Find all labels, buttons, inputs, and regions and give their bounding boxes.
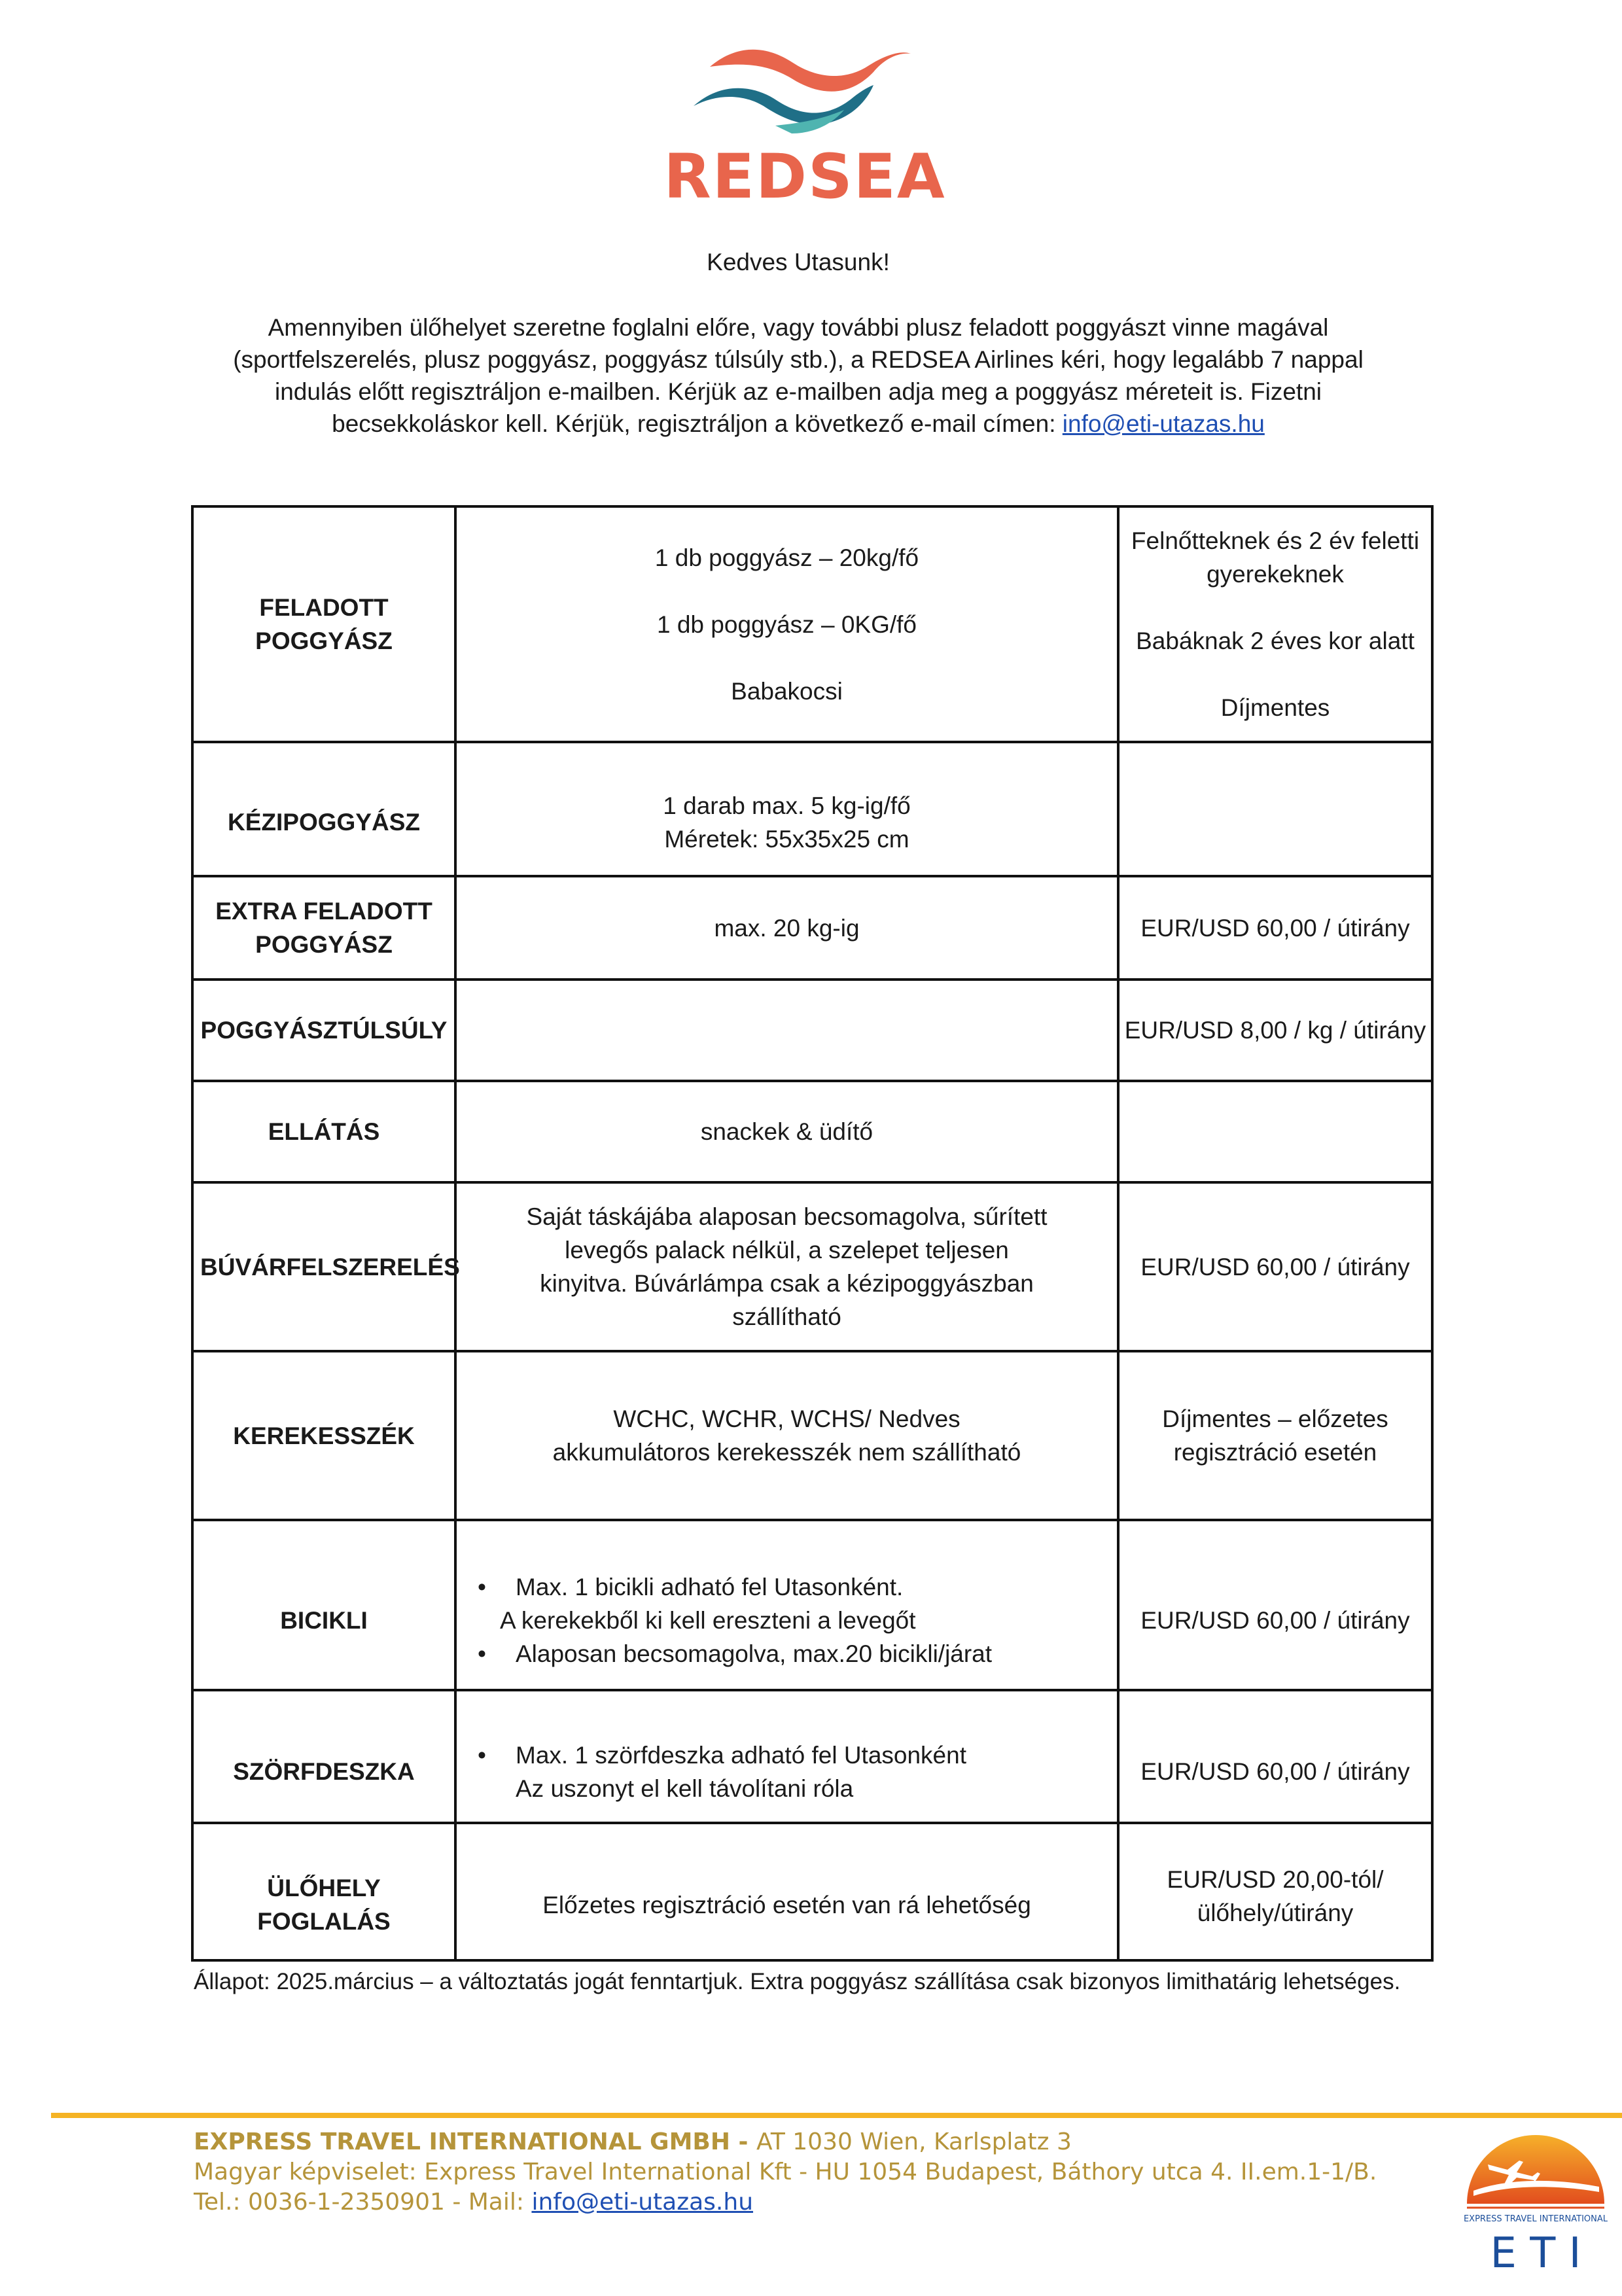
row-label-ulohely: ÜLŐHELY FOGLALÁS xyxy=(192,1823,455,1960)
footer-rule xyxy=(51,2113,1622,2118)
bicikli-price: EUR/USD 60,00 / útirány xyxy=(1118,1520,1432,1690)
ellatas-desc: snackek & üdítő xyxy=(455,1081,1118,1182)
list-item: A kerekekből ki kell ereszteni a levegőt xyxy=(500,1606,916,1634)
ellatas-price xyxy=(1118,1081,1432,1182)
ulohely-desc: Előzetes regisztráció esetén van rá lehetőség xyxy=(455,1823,1118,1960)
bicikli-desc xyxy=(455,1520,1118,1690)
greeting: Kedves Utasunk! xyxy=(707,249,890,275)
list-item: Az uszonyt el kell távolítani róla xyxy=(516,1775,854,1802)
table-row xyxy=(192,1081,1432,1182)
table-row xyxy=(192,1520,1432,1690)
list-item: • Max. 1 szörfdeszka adható fel Utasonként xyxy=(463,1739,1110,1772)
feladott-note2: Babáknak 2 éves kor alatt xyxy=(1136,627,1415,654)
eti-logo xyxy=(1454,2127,1617,2277)
feladott-line2: 1 db poggyász – 0KG/fő xyxy=(657,610,917,638)
szorf-price: EUR/USD 60,00 / útirány xyxy=(1118,1690,1432,1823)
kerekesszek-desc: WCHC, WCHR, WCHS/ Nedves akkumulátoros kerekesszék nem szállítható xyxy=(455,1351,1118,1520)
list-item: • Max. 1 bicikli adható fel Utasonként. xyxy=(463,1570,1110,1604)
kezi-desc xyxy=(455,742,1118,876)
intro-text: Amennyiben ülőhelyet szeretne foglalni előre, vagy további plusz feladott poggyászt vinne magával (sportfelszerelés, plusz poggyász, poggyász túlsúly stb.), a REDSEA Airlines kéri, hogy legalább 7 nappal indulás előtt regisztráljon e-mailben. Kérjük az e-mailben adja meg a poggyász méreteit is. Fizetni becsekkoláskor kell. Kérjük, regisztráljon a következő e-mail címen: xyxy=(233,314,1364,437)
row-label-kezi: KÉZIPOGGYÁSZ xyxy=(192,742,455,876)
table-row xyxy=(192,1351,1432,1520)
feladott-note3: Díjmentes xyxy=(1220,694,1330,721)
table-row xyxy=(192,1690,1432,1823)
buvar-desc: Saját táskájába alaposan becsomagolva, sűrített levegős palack nélkül, a szelepet teljesen kinyitva. Búvárlámpa csak a kézipoggyászban szállítható xyxy=(455,1182,1118,1351)
row-label-buvar: BÚVÁRFELSZERELÉS xyxy=(192,1182,455,1351)
row-label-extra: EXTRA FELADOTT POGGYÁSZ xyxy=(192,876,455,980)
kezi-price xyxy=(1118,742,1432,876)
szorf-desc xyxy=(455,1690,1118,1823)
feladott-note1: Felnőtteknek és 2 év feletti gyerekeknek xyxy=(1131,527,1420,588)
table-row xyxy=(192,506,1432,742)
table-row xyxy=(192,1823,1432,1960)
tulsuly-desc xyxy=(455,980,1118,1081)
table-row xyxy=(192,742,1432,876)
eti-letters: E T I xyxy=(1490,2229,1581,2277)
feladott-notes xyxy=(1118,506,1432,742)
row-label-szorf: SZÖRFDESZKA xyxy=(192,1690,455,1823)
row-label-feladott: FELADOTT POGGYÁSZ xyxy=(192,506,455,742)
ulohely-price: EUR/USD 20,00-tól/ülőhely/útirány xyxy=(1118,1823,1432,1960)
bicikli-list xyxy=(463,1570,1110,1670)
row-label-kerekesszek: KEREKESSZÉK xyxy=(192,1351,455,1520)
logo-text: REDSEA xyxy=(663,141,946,213)
table-row xyxy=(192,1182,1432,1351)
extra-desc: max. 20 kg-ig xyxy=(455,876,1118,980)
footer-line-contact xyxy=(194,2187,1424,2217)
list-item: • Alaposan becsomagolva, max.20 bicikli/járat xyxy=(463,1637,1110,1670)
kerekesszek-price: Díjmentes – előzetes regisztráció esetén xyxy=(1118,1351,1432,1520)
extra-price: EUR/USD 60,00 / útirány xyxy=(1118,876,1432,980)
intro-paragraph xyxy=(196,311,1400,440)
footer-address: AT 1030 Wien, Karlsplatz 3 xyxy=(756,2128,1072,2155)
kezi-line2: Méretek: 55x35x25 cm xyxy=(664,825,909,853)
redsea-logo xyxy=(648,26,962,222)
feladott-line1: 1 db poggyász – 20kg/fő xyxy=(654,544,919,571)
row-label-bicikli: BICIKLI xyxy=(192,1520,455,1690)
intro-email-link[interactable]: info@eti-utazas.hu xyxy=(1062,410,1265,437)
szorf-list xyxy=(463,1739,1110,1805)
buvar-price: EUR/USD 60,00 / útirány xyxy=(1118,1182,1432,1351)
eti-caption: EXPRESS TRAVEL INTERNATIONAL xyxy=(1463,2214,1608,2224)
footer-email-link[interactable]: info@eti-utazas.hu xyxy=(531,2189,754,2216)
status-note: Állapot: 2025.március – a változtatás jogát fenntartjuk. Extra poggyász szállítása csak bizonyos limithatárig lehetséges. xyxy=(194,1969,1401,1994)
feladott-line3: Babakocsi xyxy=(731,677,843,705)
feladott-desc xyxy=(455,506,1118,742)
row-label-ellatas: ELLÁTÁS xyxy=(192,1081,455,1182)
footer-representative: Magyar képviselet: Express Travel International Kft - HU 1054 Budapest, Báthory utca 4. II.em.1-1/B. xyxy=(194,2159,1377,2185)
table-row xyxy=(192,876,1432,980)
footer-line-company xyxy=(194,2127,1424,2157)
tulsuly-price: EUR/USD 8,00 / kg / útirány xyxy=(1118,980,1432,1081)
baggage-table xyxy=(191,505,1434,1962)
table-row xyxy=(192,980,1432,1081)
row-label-tulsuly: POGGYÁSZTÚLSÚLY xyxy=(192,980,455,1081)
footer-company: EXPRESS TRAVEL INTERNATIONAL GMBH - xyxy=(194,2128,756,2155)
footer-tel: Tel.: 0036-1-2350901 - Mail: xyxy=(194,2189,532,2216)
footer xyxy=(194,2127,1424,2217)
kezi-line1: 1 darab max. 5 kg-ig/fő xyxy=(663,792,911,819)
